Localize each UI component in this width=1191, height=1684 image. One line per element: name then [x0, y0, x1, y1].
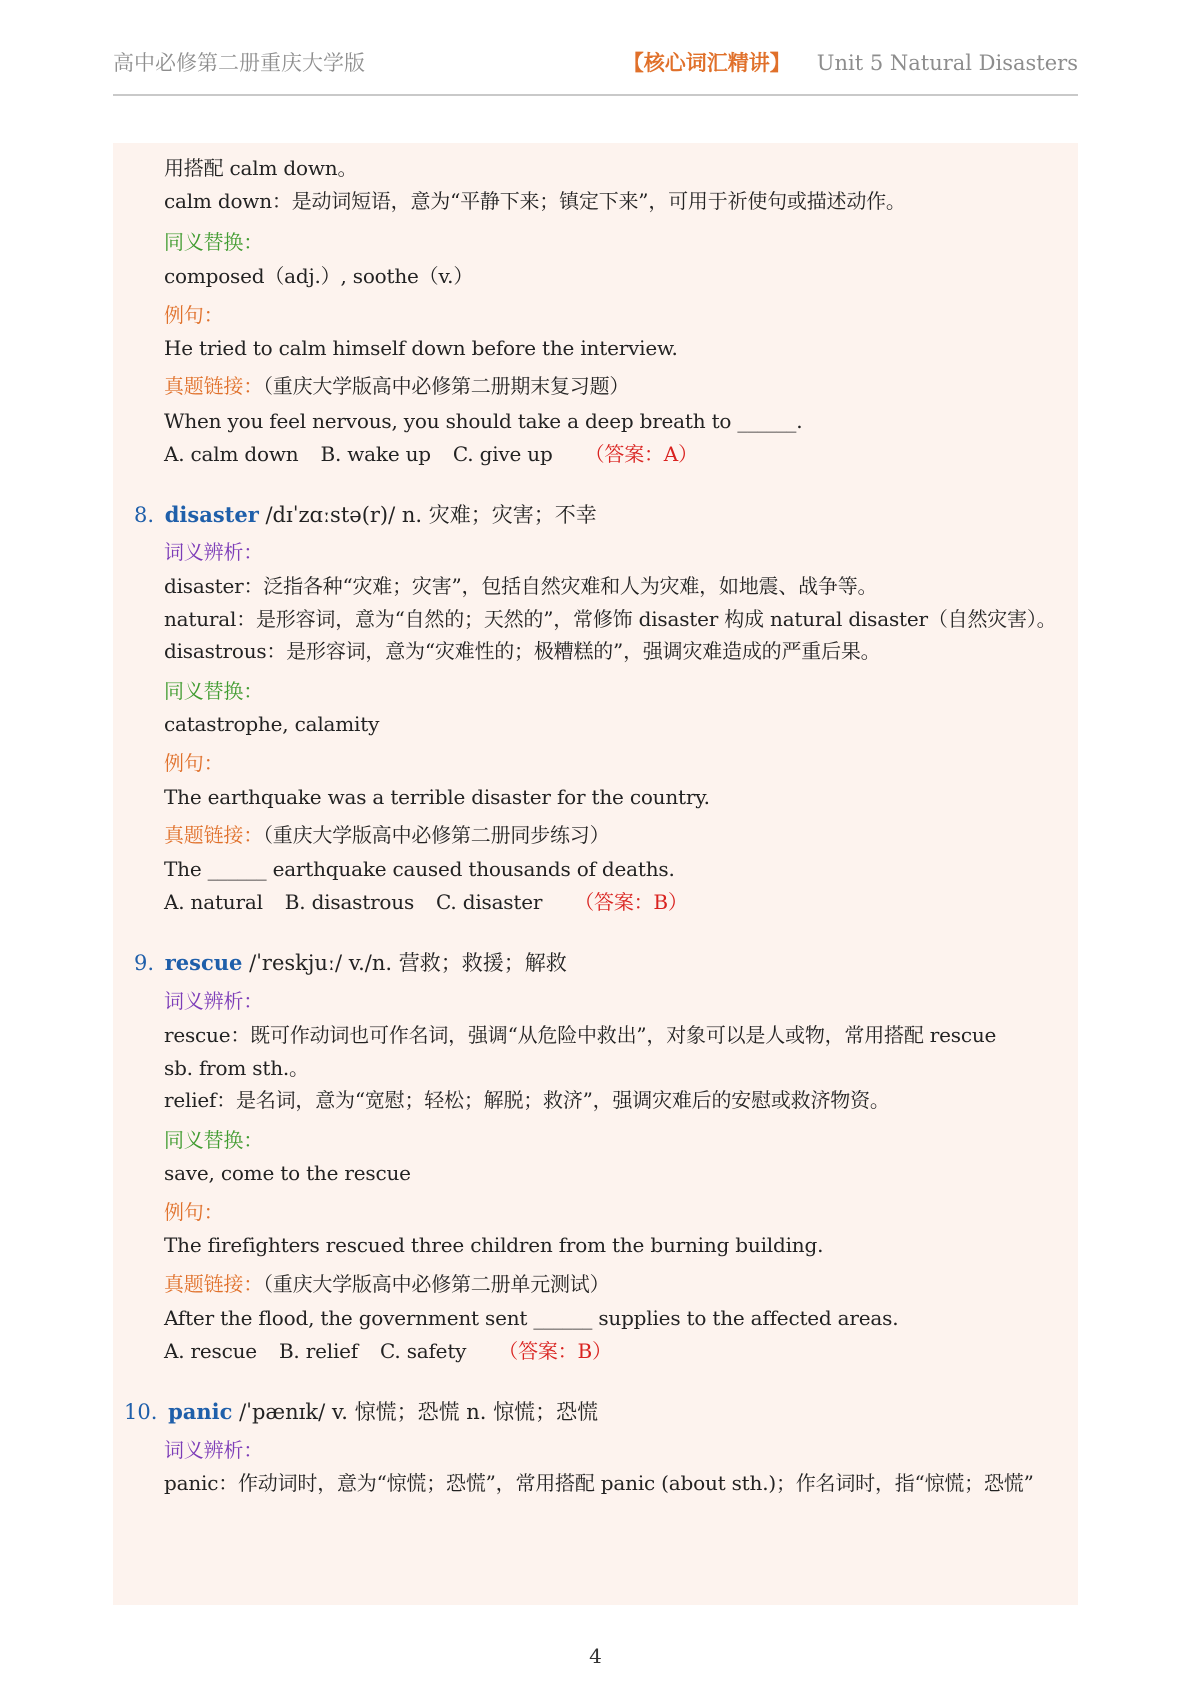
exam-link-label: 真题链接：	[164, 823, 263, 847]
entry-heading	[134, 947, 567, 977]
answer: （答案：B）	[574, 890, 688, 914]
exam-link	[164, 371, 629, 401]
synonym-text: save, come to the rescue	[164, 1161, 411, 1185]
answer: （答案：B）	[498, 1339, 612, 1363]
option-b: B. relief	[278, 1339, 358, 1363]
exam-link-source: （重庆大学版高中必修第二册期末复习题）	[263, 374, 630, 398]
exam-link	[164, 820, 609, 850]
exam-link-source: （重庆大学版高中必修第二册同步练习）	[263, 823, 610, 847]
analysis-line: panic：作动词时，意为“惊慌；恐慌”，常用搭配 panic (about sth.)；作名词时，指“惊慌；恐慌”	[164, 1471, 1034, 1495]
synonym-label: 同义替换：	[164, 1128, 263, 1152]
option-c: C. give up	[452, 442, 553, 466]
section-tag: 【核心词汇精讲】	[622, 50, 791, 75]
exam-options	[164, 1336, 612, 1366]
entry-heading	[134, 499, 597, 529]
entry-number: 10.	[124, 1400, 158, 1424]
analysis-line: relief：是名词，意为“宽慰；轻松；解脱；救济”，强调灾难后的安慰或救济物资。	[164, 1088, 890, 1112]
text-line: calm down：是动词短语，意为“平静下来；镇定下来”，可用于祈使句或描述动作。	[164, 189, 906, 213]
headword-definition: /ˈpænɪk/ v. 惊慌；恐慌 n. 惊慌；恐慌	[232, 1400, 599, 1424]
option-c: C. safety	[379, 1339, 467, 1363]
exam-options	[164, 887, 688, 917]
option-a: A. calm down	[164, 442, 299, 466]
synonym-text: catastrophe, calamity	[164, 712, 380, 736]
header-right	[623, 47, 1078, 77]
exam-link-label: 真题链接：	[164, 374, 263, 398]
example-label: 例句：	[164, 1200, 224, 1224]
option-a: A. natural	[164, 890, 263, 914]
book-title: 高中必修第二册重庆大学版	[113, 51, 365, 75]
analysis-line: disaster：泛指各种“灾难；灾害”，包括自然灾难和人为灾难，如地震、战争等。	[164, 574, 878, 598]
answer: （答案：A）	[584, 442, 698, 466]
analysis-line: sb. from sth.。	[164, 1056, 309, 1080]
headword: disaster	[164, 502, 259, 527]
page-header	[113, 44, 1078, 96]
exam-link	[164, 1269, 609, 1299]
exam-question: The ______ earthquake caused thousands of deaths.	[164, 857, 675, 881]
synonym-label: 同义替换：	[164, 679, 263, 703]
option-b: B. wake up	[320, 442, 431, 466]
analysis-label: 词义辨析：	[164, 1438, 263, 1462]
exam-link-label: 真题链接：	[164, 1272, 263, 1296]
exam-question: When you feel nervous, you should take a deep breath to ______.	[164, 409, 803, 433]
option-b: B. disastrous	[284, 890, 415, 914]
headword-definition: /dɪˈzɑːstə(r)/ n. 灾难；灾害；不幸	[258, 503, 597, 527]
synonym-label: 同义替换：	[164, 230, 263, 254]
analysis-label: 词义辨析：	[164, 989, 263, 1013]
synonym-text: composed（adj.）, soothe（v.）	[164, 264, 474, 288]
headword: panic	[168, 1399, 233, 1424]
example-label: 例句：	[164, 751, 224, 775]
headword: rescue	[164, 950, 243, 975]
exam-link-source: （重庆大学版高中必修第二册单元测试）	[263, 1272, 610, 1296]
analysis-line: natural：是形容词，意为“自然的；天然的”，常修饰 disaster 构成 natural disaster（自然灾害）。	[164, 607, 1057, 631]
exam-question: After the flood, the government sent ______ supplies to the affected areas.	[164, 1306, 899, 1330]
option-c: C. disaster	[436, 890, 543, 914]
unit-title: Unit 5 Natural Disasters	[816, 51, 1078, 75]
analysis-label: 词义辨析：	[164, 540, 263, 564]
text-line: 用搭配 calm down。	[164, 156, 358, 180]
example-sentence: The firefighters rescued three children from the burning building.	[164, 1233, 824, 1257]
headword-definition: /ˈreskjuː/ v./n. 营救；救援；解救	[242, 951, 567, 975]
entry-number: 8.	[134, 503, 155, 527]
example-sentence: The earthquake was a terrible disaster for the country.	[164, 785, 710, 809]
example-label: 例句：	[164, 303, 224, 327]
exam-options	[164, 439, 698, 469]
entry-heading	[124, 1396, 598, 1426]
analysis-line: rescue：既可作动词也可作名词，强调“从危险中救出”，对象可以是人或物，常用搭配 rescue	[164, 1023, 997, 1047]
page-number: 4	[589, 1644, 602, 1668]
content-panel	[113, 143, 1078, 1605]
entry-number: 9.	[134, 951, 155, 975]
option-a: A. rescue	[164, 1339, 257, 1363]
example-sentence: He tried to calm himself down before the interview.	[164, 336, 678, 360]
analysis-line: disastrous：是形容词，意为“灾难性的；极糟糕的”，强调灾难造成的严重后果。	[164, 639, 881, 663]
